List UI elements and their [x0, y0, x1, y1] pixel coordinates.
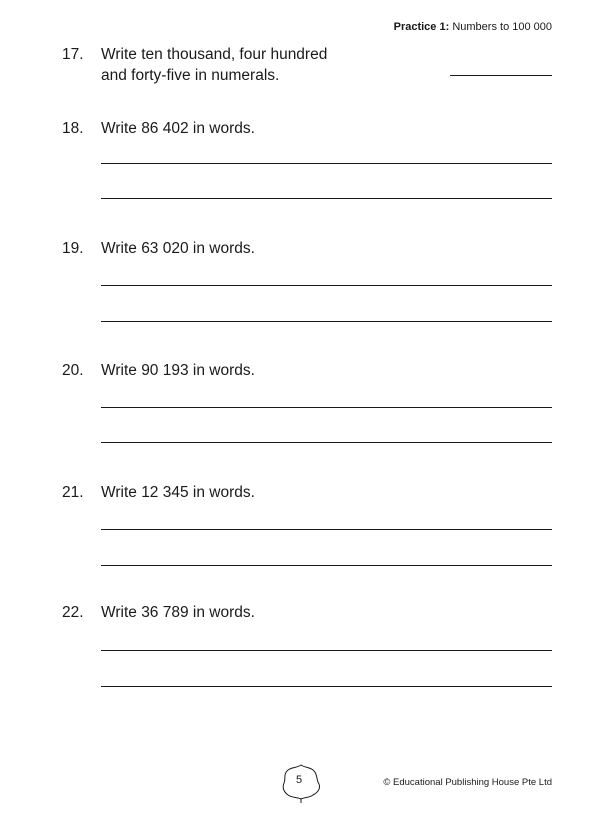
question-number: 22. [62, 604, 84, 621]
copyright-notice: © Educational Publishing House Pte Ltd [383, 777, 552, 788]
question-text-line-1: Write ten thousand, four hundred [101, 46, 328, 63]
answer-line[interactable] [101, 407, 552, 408]
practice-label: Practice 1: [393, 21, 450, 33]
question-number: 20. [62, 362, 84, 379]
answer-line[interactable] [101, 686, 552, 687]
answer-line[interactable] [101, 198, 552, 199]
question-number: 17. [62, 46, 84, 63]
question-number: 21. [62, 484, 84, 501]
answer-line[interactable] [101, 285, 552, 286]
question-text: Write 36 789 in words. [101, 604, 255, 621]
question-number: 19. [62, 240, 84, 257]
answer-line[interactable] [101, 650, 552, 651]
answer-line[interactable] [101, 442, 552, 443]
answer-line[interactable] [101, 565, 552, 566]
question-text: Write 86 402 in words. [101, 120, 255, 137]
question-text: Write 63 020 in words. [101, 240, 255, 257]
answer-line-short[interactable] [450, 75, 552, 76]
page-number: 5 [295, 774, 303, 786]
answer-line[interactable] [101, 529, 552, 530]
question-number: 18. [62, 120, 84, 137]
question-text: Write 90 193 in words. [101, 362, 255, 379]
answer-line[interactable] [101, 163, 552, 164]
question-text: Write 12 345 in words. [101, 484, 255, 501]
topic-title: Numbers to 100 000 [452, 21, 552, 33]
question-text-line-2: and forty-five in numerals. [101, 67, 280, 84]
page-header [394, 21, 552, 33]
answer-line[interactable] [101, 321, 552, 322]
